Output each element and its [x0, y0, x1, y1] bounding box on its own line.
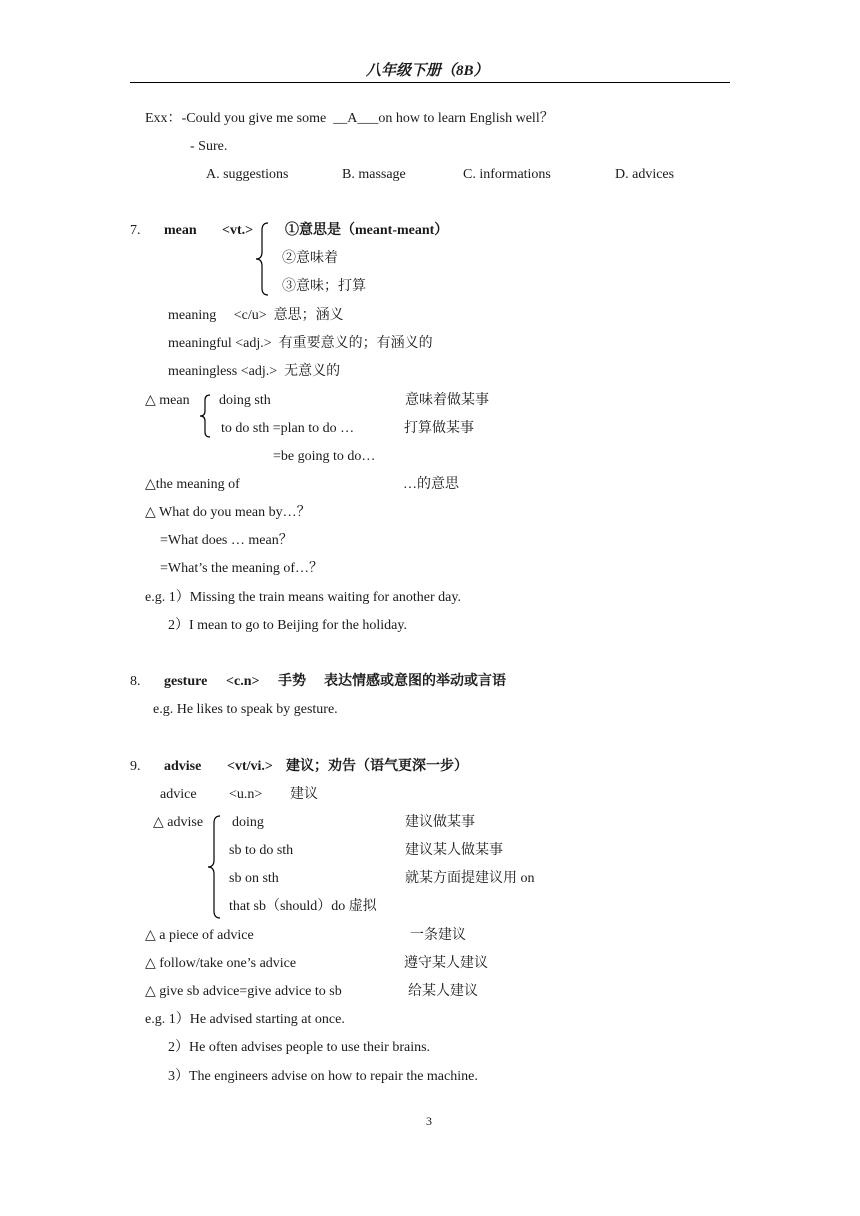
item7-sense-1: ①意思是（meant-meant）: [285, 223, 449, 238]
item7-sense-2: ②意味着: [282, 251, 338, 266]
advice-zh: 建议: [290, 787, 318, 802]
mean-usage-brace: [198, 394, 212, 438]
advise-sb-on-sth: sb on sth: [229, 871, 279, 886]
item9-pos: <vt/vi.>: [227, 759, 273, 774]
phrase-follow-advice: △ follow/take one’s advice: [145, 956, 297, 971]
option-a: A. suggestions: [206, 167, 289, 182]
derived-meaningful: meaningful <adj.> 有重要意义的；有涵义的: [168, 336, 433, 351]
what-line-3: =What’s the meaning of…？: [160, 561, 324, 576]
what-line-2: =What does … mean？: [160, 533, 293, 548]
derived-meaningless: meaningless <adj.> 无意义的: [168, 364, 341, 379]
advise-sb-to-do: sb to do sth: [229, 843, 294, 858]
mean-usage-label: △ mean: [145, 393, 190, 408]
meaning-of: △the meaning of: [145, 477, 240, 492]
advise-doing-zh: 建议做某事: [405, 815, 475, 830]
item9-example-3: 3）The engineers advise on how to repair the machine.: [168, 1069, 478, 1084]
example-question: [145, 110, 554, 128]
option-b: B. massage: [342, 167, 406, 182]
meaning-of-zh: …的意思: [403, 477, 459, 492]
example-question-start: -Could you give me some: [181, 111, 327, 126]
item7-pos: <vt.>: [222, 223, 254, 238]
phrase-give-advice-zh: 给某人建议: [408, 984, 478, 999]
item8-zh-2: 表达情感或意图的举动或言语: [324, 674, 506, 689]
item8-pos: <c.n>: [226, 674, 260, 689]
advise-doing: doing: [232, 815, 264, 830]
header-rule: [130, 82, 730, 83]
phrase-piece-of-advice: △ a piece of advice: [145, 928, 254, 943]
phrase-follow-advice-zh: 遵守某人建议: [404, 956, 488, 971]
example-label: Exx：: [145, 111, 182, 126]
be-going-to: =be going to do…: [273, 449, 376, 464]
page-header-title: 八年级下册（8B）: [366, 63, 489, 79]
item7-example-2: 2）I mean to go to Beijing for the holiday.: [168, 618, 407, 633]
advise-usage-label: △ advise: [153, 815, 204, 830]
example-reply: - Sure.: [190, 139, 228, 154]
advice-pos: <u.n>: [229, 787, 263, 802]
item7-word: mean: [164, 223, 197, 238]
what-line-1: △ What do you mean by…？: [145, 505, 311, 520]
option-d: D. advices: [615, 167, 675, 182]
item9-zh: 建议；劝告（语气更深一步）: [286, 759, 468, 774]
advice-word: advice: [160, 787, 197, 802]
item8-word: gesture: [164, 674, 208, 689]
option-c: C. informations: [463, 167, 551, 182]
item9-example-1: e.g. 1）He advised starting at once.: [145, 1012, 345, 1027]
example-answer-blank: __A___: [333, 111, 379, 126]
item9-number: 9.: [130, 759, 141, 774]
item8-zh-1: 手势: [278, 674, 306, 689]
phrase-give-advice: △ give sb advice=give advice to sb: [145, 984, 342, 999]
item8-number: 8.: [130, 674, 141, 689]
item7-sense-3: ③意味；打算: [282, 279, 366, 294]
phrase-piece-of-advice-zh: 一条建议: [410, 928, 466, 943]
example-question-end: on how to learn English well？: [378, 111, 554, 126]
advise-sb-to-do-zh: 建议某人做某事: [405, 843, 503, 858]
item8-example: e.g. He likes to speak by gesture.: [153, 702, 338, 717]
advise-usage-brace: [206, 815, 222, 919]
mean-to-do: to do sth =plan to do …: [221, 421, 355, 436]
mean-to-do-zh: 打算做某事: [404, 421, 474, 436]
item7-sense-brace: [254, 222, 270, 296]
advise-sb-on-sth-zh: 就某方面提建议用 on: [405, 871, 535, 886]
item7-example-1: e.g. 1）Missing the train means waiting for another day.: [145, 590, 461, 605]
page-number: 3: [426, 1114, 432, 1128]
mean-doing: doing sth: [219, 393, 271, 408]
item7-number: 7.: [130, 223, 141, 238]
item9-word: advise: [164, 759, 202, 774]
item9-example-2: 2）He often advises people to use their brains.: [168, 1040, 431, 1055]
derived-meaning: meaning <c/u> 意思；涵义: [168, 308, 344, 323]
mean-doing-zh: 意味着做某事: [405, 393, 489, 408]
advise-that-clause: that sb（should）do 虚拟: [229, 899, 377, 914]
